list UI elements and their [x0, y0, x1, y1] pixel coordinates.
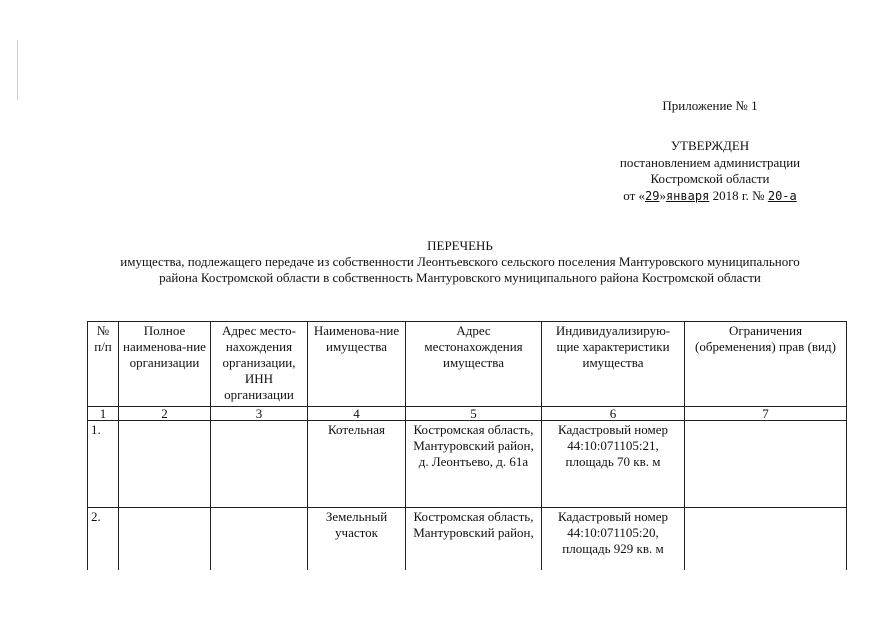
document-number: 20-а: [767, 189, 797, 203]
org-address-cell: [211, 421, 308, 508]
org-name-cell: [119, 508, 211, 571]
date-day: 29: [645, 189, 660, 203]
scan-edge-line: [17, 40, 18, 100]
column-number-row: [88, 407, 847, 421]
column-number-cell: 3: [211, 407, 308, 421]
column-number-cell: 5: [406, 407, 542, 421]
org-address-cell: [211, 508, 308, 571]
property-address-cell: Костромская область, Мантуровский район,: [406, 508, 542, 571]
column-number-cell: 2: [119, 407, 211, 421]
column-number-cell: 1: [88, 407, 119, 421]
table-header-row: [88, 322, 847, 407]
property-address-cell: Костромская область, Мантуровский район, д. Леонтьево, д. 61а: [406, 421, 542, 508]
characteristics-cell: Кадастровый номер 44:10:071105:20, площадь 929 кв. м: [542, 508, 685, 571]
document-title-block: [110, 238, 810, 286]
date-month: января: [665, 189, 710, 203]
document-heading: ПЕРЕЧЕНЬ: [427, 238, 493, 253]
document-subtitle: имущества, подлежащего передаче из собственности Леонтьевского сельского поселения Мантуровского муниципального района Костромской области в собственность Мантуровского муниципального района Костромской области: [120, 254, 800, 285]
restrictions-cell: [685, 421, 847, 508]
header-restrictions: Ограничения (обременения) прав (вид): [685, 322, 847, 407]
org-name-cell: [119, 421, 211, 508]
approved-label: УТВЕРЖДЕН: [670, 138, 750, 153]
header-property-name: Наименова-ние имущества: [308, 322, 406, 407]
annex-label: Приложение № 1: [662, 98, 758, 113]
header-org-address: Адрес место-нахождения организации, ИНН организации: [211, 322, 308, 407]
restrictions-cell: [685, 508, 847, 571]
column-number-cell: 4: [308, 407, 406, 421]
header-property-address: Адрес местонахождения имущества: [406, 322, 542, 407]
table-row: [88, 421, 847, 508]
header-characteristics: Индивидуализирую-щие характеристики имущества: [542, 322, 685, 407]
table-row: [88, 508, 847, 571]
date-year: 2018 г. №: [712, 188, 765, 203]
row-number-cell: 1.: [88, 421, 119, 508]
approved-by-text: постановлением администрации: [619, 155, 801, 170]
column-number-cell: 6: [542, 407, 685, 421]
header-number: № п/п: [88, 322, 119, 407]
property-name-cell: Котельная: [308, 421, 406, 508]
property-list-table: [87, 321, 847, 570]
characteristics-cell: Кадастровый номер 44:10:071105:21, площадь 70 кв. м: [542, 421, 685, 508]
property-name-cell: Земельный участок: [308, 508, 406, 571]
date-prefix: от «: [623, 188, 645, 203]
header-org-name: Полное наименова-ние организации: [119, 322, 211, 407]
approval-date-line: [560, 188, 860, 204]
approval-region-text: Костромской области: [650, 171, 770, 186]
column-number-cell: 7: [685, 407, 847, 421]
row-number-cell: 2.: [88, 508, 119, 571]
date-mid: »: [659, 188, 666, 203]
